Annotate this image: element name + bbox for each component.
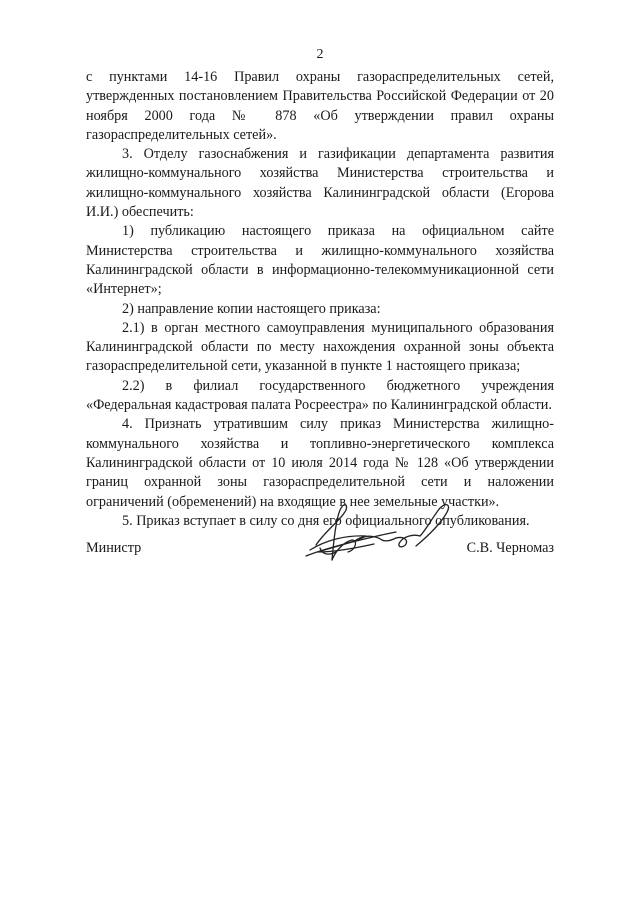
paragraph-continuation: с пунктами 14-16 Правил охраны газораспределительных сетей, утвержденных постановлением Правительства Российской Федерации от 20 ноября 2000 года № 878 «Об утверждении правил охраны газораспределительных сетей».	[86, 69, 554, 143]
paragraph-item-3-2: 2) направление копии настоящего приказа:	[122, 300, 381, 317]
handwritten-signature	[296, 490, 476, 580]
paragraph-item-4: 4. Признать утратившим силу приказ Министерства жилищно-коммунального хозяйства и топливно-энергетического комплекса Калининградской области от 10 июля 2014 года № 128 «Об утверждении границ охранной зоны газораспределительной сети и наложении ограничений (обременений) на входящие в нее земельные участки».	[86, 416, 554, 510]
signature-block	[86, 540, 554, 560]
paragraph-item-3: 3. Отделу газоснабжения и газификации департамента развития жилищно-коммунального хозяйства Министерства строительства и жилищно-коммунального хозяйства Калининградской области (Егорова И.И.) обеспечить:	[86, 146, 554, 221]
paragraph-item-5: 5. Приказ вступает в силу со дня его официального опубликования.	[122, 512, 530, 529]
paragraph-item-2-1: 2.1) в орган местного самоуправления муниципального образования Калининградской области по месту нахождения охранной зоны объекта газораспределительной сети, указанной в пункте 1 настоящего приказа;	[86, 319, 554, 375]
document-body	[86, 68, 554, 531]
page-number: 2	[316, 47, 324, 62]
paragraph-item-3-1: 1) публикацию настоящего приказа на официальном сайте Министерства строительства и жилищно-коммунального хозяйства Калининградской области в информационно-телекоммуникационной сети «Интернет»;	[86, 223, 554, 298]
paragraph-item-2-2: 2.2) в филиал государственного бюджетного учреждения «Федеральная кадастровая палата Росреестра» по Калининградской области.	[86, 377, 554, 414]
signatory-title: Министр	[86, 540, 142, 556]
signatory-name: С.В. Черномаз	[466, 540, 554, 556]
